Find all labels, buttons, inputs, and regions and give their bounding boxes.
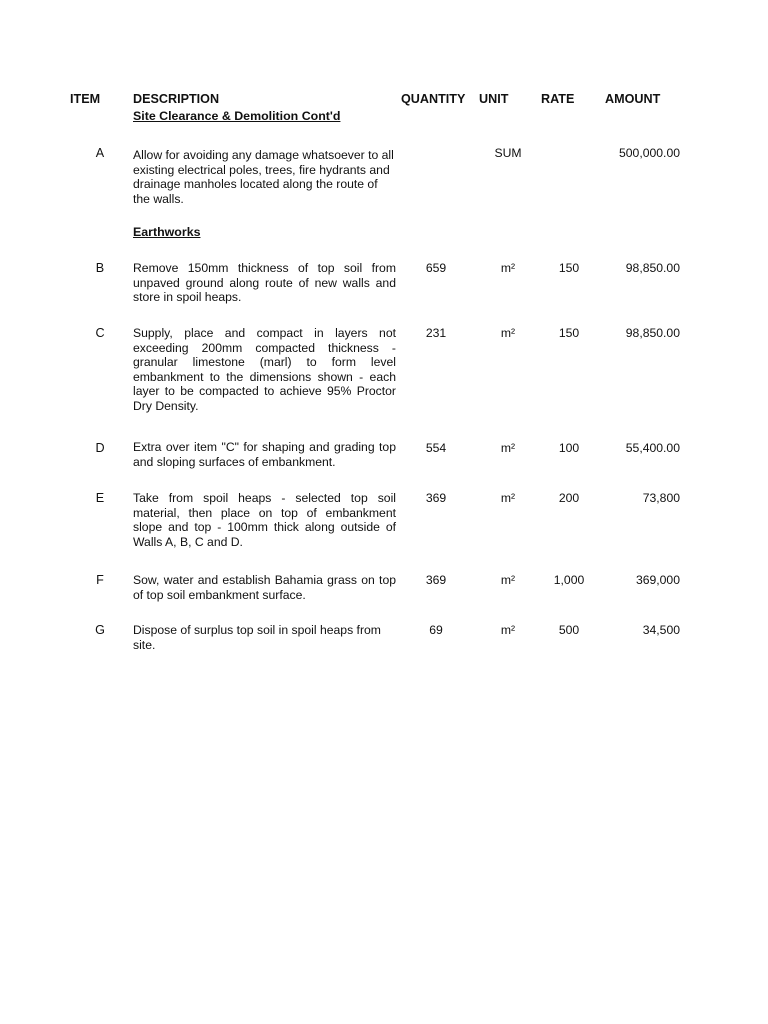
item-unit: m² [500, 261, 516, 275]
item-description: Allow for avoiding any damage whatsoever to all existing electrical poles, trees, fire hydrants and drainage manholes located along the route of the walls. [133, 148, 394, 206]
item-unit: m² [500, 573, 516, 587]
section-title-earthworks: Earthworks [133, 225, 201, 239]
section-title-site-clearance: Site Clearance & Demolition Cont'd [133, 109, 341, 123]
item-amount: 73,800 [642, 491, 680, 505]
item-letter: D [95, 441, 105, 455]
item-rate: 1,000 [553, 573, 585, 587]
item-amount: 500,000.00 [619, 146, 680, 160]
item-letter: A [95, 146, 105, 160]
item-unit: m² [500, 491, 516, 505]
item-unit: m² [500, 441, 516, 455]
item-quantity: 659 [425, 261, 447, 275]
header-unit: UNIT [479, 92, 509, 106]
item-amount: 34,500 [642, 623, 680, 637]
item-description: Extra over item "C" for shaping and grading top and sloping surfaces of embankment. [133, 440, 396, 469]
item-amount: 98,850.00 [625, 261, 680, 275]
item-unit: m² [500, 326, 516, 340]
item-quantity: 369 [425, 491, 447, 505]
item-letter: C [95, 326, 105, 340]
item-rate: 150 [558, 326, 580, 340]
item-description: Supply, place and compact in layers not exceeding 200mm compacted thickness - granular limestone (marl) to form level embankment to the dimensions shown - each layer to be compacted to achieve 95% Proctor Dry Density. [133, 326, 396, 413]
item-rate: 200 [558, 491, 580, 505]
item-unit: m² [500, 623, 516, 637]
item-description: Sow, water and establish Bahamia grass on top of top soil embankment surface. [133, 573, 396, 602]
item-letter: G [95, 623, 105, 637]
item-letter: E [95, 491, 105, 505]
item-amount: 98,850.00 [625, 326, 680, 340]
item-letter: B [95, 261, 105, 275]
item-description: Remove 150mm thickness of top soil from unpaved ground along route of new walls and store in spoil heaps. [133, 261, 396, 305]
item-quantity: 69 [429, 623, 443, 637]
header-quantity: QUANTITY [401, 92, 466, 106]
header-amount: AMOUNT [605, 92, 661, 106]
item-letter: F [96, 573, 104, 587]
item-unit: SUM [494, 146, 522, 160]
header-description: DESCRIPTION [133, 92, 220, 106]
item-rate: 100 [558, 441, 580, 455]
item-quantity: 369 [425, 573, 447, 587]
header-item: ITEM [70, 92, 101, 106]
item-amount: 369,000 [635, 573, 680, 587]
item-description: Take from spoil heaps - selected top soil material, then place on top of embankment slope and top - 100mm thick along outside of Walls A, B, C and D. [133, 491, 396, 549]
header-rate: RATE [541, 92, 575, 106]
item-quantity: 231 [425, 326, 447, 340]
item-amount: 55,400.00 [625, 441, 680, 455]
item-rate: 500 [558, 623, 580, 637]
item-rate: 150 [558, 261, 580, 275]
item-description: Dispose of surplus top soil in spoil heaps from site. [133, 623, 381, 652]
item-quantity: 554 [425, 441, 447, 455]
